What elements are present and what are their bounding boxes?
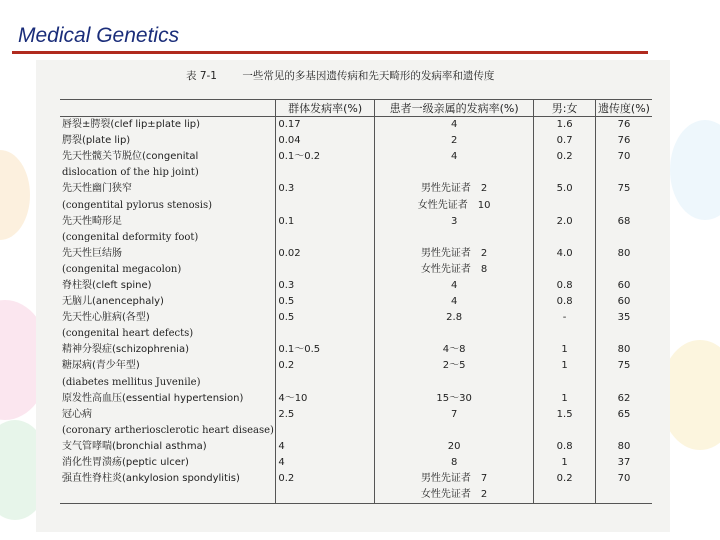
- population-incidence-cell: 0.2: [276, 471, 375, 487]
- relative-incidence-cell: 4: [374, 294, 533, 310]
- disease-name-cell: 原发性高血压(essential hypertension): [62, 392, 244, 404]
- sex-ratio-cell: 1: [534, 342, 596, 358]
- population-incidence-cell: 0.3: [276, 278, 375, 294]
- relative-incidence-cell: [374, 165, 533, 181]
- slide-title: Medical Genetics: [18, 24, 180, 47]
- sex-ratio-cell: 5.0: [534, 181, 596, 197]
- relative-incidence-cell: 男性先证者 2: [374, 246, 533, 262]
- table-row: [60, 117, 652, 134]
- heritability-cell: 35: [595, 310, 652, 326]
- population-incidence-cell: 2.5: [276, 407, 375, 423]
- sex-ratio-cell: 1: [534, 391, 596, 407]
- heritability-cell: [595, 165, 652, 181]
- disease-name-cell: 先天性心脏病(各型): [62, 312, 150, 324]
- sex-ratio-cell: [534, 423, 596, 439]
- sex-ratio-cell: 4.0: [534, 246, 596, 262]
- sex-ratio-cell: [534, 326, 596, 342]
- sex-ratio-cell: 0.8: [534, 439, 596, 455]
- disease-name-cell: 精神分裂症(schizophrenia): [62, 344, 189, 356]
- sex-ratio-cell: -: [534, 310, 596, 326]
- table-row: [60, 230, 652, 246]
- disease-name-cell: (congenital megacolon): [62, 263, 182, 275]
- heritability-cell: 75: [595, 181, 652, 197]
- header-population-incidence: 群体发病率(%): [276, 100, 375, 117]
- sex-ratio-cell: [534, 487, 596, 504]
- disease-name-cell: (congentital pylorus stenosis): [62, 199, 212, 211]
- header-relative-incidence: 患者一级亲属的发病率(%): [374, 100, 533, 117]
- disease-name-cell: 无脑儿(anencephaly): [62, 296, 164, 308]
- table-row: [60, 423, 652, 439]
- relative-incidence-cell: [374, 326, 533, 342]
- heritability-cell: 70: [595, 149, 652, 165]
- decorative-balloon: [0, 150, 30, 240]
- population-incidence-cell: 0.02: [276, 246, 375, 262]
- table-row: [60, 181, 652, 197]
- relative-incidence-cell: 4: [374, 117, 533, 134]
- heritability-cell: 75: [595, 358, 652, 374]
- heritability-cell: [595, 197, 652, 213]
- table-row: [60, 342, 652, 358]
- table-row: [60, 487, 652, 504]
- heritability-cell: 65: [595, 407, 652, 423]
- disease-name-cell: (coronary artheriosclerotic heart disease): [62, 424, 274, 436]
- disease-name-cell: dislocation of the hip joint): [62, 167, 199, 179]
- relative-incidence-cell: [374, 423, 533, 439]
- table-row: [60, 197, 652, 213]
- table-row: [60, 149, 652, 165]
- table-body: [60, 117, 652, 504]
- relative-incidence-cell: 2: [374, 133, 533, 149]
- disease-name-cell: 先天性畸形足: [62, 215, 122, 227]
- disease-name-cell: 消化性胃溃疡(peptic ulcer): [62, 457, 189, 469]
- table-row: [60, 471, 652, 487]
- table-row: [60, 439, 652, 455]
- disease-name-cell: [60, 487, 276, 504]
- relative-incidence-cell: 20: [374, 439, 533, 455]
- disease-heritability-table: [60, 99, 652, 504]
- table-row: [60, 262, 652, 278]
- heritability-cell: [595, 375, 652, 391]
- disease-name-cell: 唇裂±腭裂(clef lip±plate lip): [62, 119, 201, 131]
- relative-incidence-cell: 4: [374, 149, 533, 165]
- table-caption-text: 一些常见的多基因遗传病和先天畸形的发病率和遗传度: [242, 70, 495, 82]
- table-row: [60, 214, 652, 230]
- disease-name-cell: (diabetes mellitus Juvenile): [62, 376, 201, 388]
- heritability-cell: 80: [595, 439, 652, 455]
- sex-ratio-cell: 1: [534, 455, 596, 471]
- heritability-cell: 60: [595, 278, 652, 294]
- table-row: [60, 326, 652, 342]
- relative-incidence-cell: [374, 375, 533, 391]
- relative-incidence-cell: 7: [374, 407, 533, 423]
- table-row: [60, 246, 652, 262]
- table-header-row: [60, 100, 652, 117]
- header-sex-ratio: 男:女: [534, 100, 596, 117]
- relative-incidence-cell: 15～30: [374, 391, 533, 407]
- heritability-cell: 80: [595, 246, 652, 262]
- table-row: [60, 133, 652, 149]
- population-incidence-cell: [276, 375, 375, 391]
- heritability-cell: 80: [595, 342, 652, 358]
- relative-incidence-cell: 男性先证者 2: [374, 181, 533, 197]
- sex-ratio-cell: 0.2: [534, 471, 596, 487]
- relative-incidence-cell: 4～8: [374, 342, 533, 358]
- disease-name-cell: (congenital deformity foot): [62, 231, 199, 243]
- population-incidence-cell: [276, 230, 375, 246]
- header-heritability: 遗传度(%): [595, 100, 652, 117]
- relative-incidence-cell: 8: [374, 455, 533, 471]
- table-row: [60, 278, 652, 294]
- population-incidence-cell: 0.17: [276, 117, 375, 134]
- sex-ratio-cell: [534, 165, 596, 181]
- heritability-cell: 76: [595, 117, 652, 134]
- table-row: [60, 310, 652, 326]
- sex-ratio-cell: 0.8: [534, 294, 596, 310]
- relative-incidence-cell: 4: [374, 278, 533, 294]
- population-incidence-cell: 0.2: [276, 358, 375, 374]
- heritability-cell: [595, 230, 652, 246]
- disease-name-cell: 先天性幽门狭窄: [62, 183, 132, 195]
- relative-incidence-cell: 女性先证者 8: [374, 262, 533, 278]
- population-incidence-cell: [276, 326, 375, 342]
- disease-name-cell: (congenital heart defects): [62, 328, 194, 340]
- population-incidence-cell: 0.5: [276, 310, 375, 326]
- disease-name-cell: 先天性巨结肠: [62, 247, 122, 259]
- disease-name-cell: 强直性脊柱炎(ankylosion spondylitis): [62, 473, 240, 485]
- table-row: [60, 407, 652, 423]
- heritability-cell: 70: [595, 471, 652, 487]
- table-row: [60, 455, 652, 471]
- population-incidence-cell: 0.5: [276, 294, 375, 310]
- population-incidence-cell: 0.1～0.2: [276, 149, 375, 165]
- sex-ratio-cell: 0.2: [534, 149, 596, 165]
- population-incidence-cell: 0.3: [276, 181, 375, 197]
- table-caption: [186, 68, 494, 83]
- population-incidence-cell: 4: [276, 439, 375, 455]
- table-row: [60, 294, 652, 310]
- sex-ratio-cell: 2.0: [534, 214, 596, 230]
- population-incidence-cell: [276, 423, 375, 439]
- heritability-cell: [595, 487, 652, 504]
- population-incidence-cell: [276, 165, 375, 181]
- sex-ratio-cell: 1.6: [534, 117, 596, 134]
- table-row: [60, 375, 652, 391]
- heritability-cell: 62: [595, 391, 652, 407]
- heritability-cell: [595, 262, 652, 278]
- disease-name-cell: 腭裂(plate lip): [62, 135, 131, 147]
- sex-ratio-cell: 1.5: [534, 407, 596, 423]
- population-incidence-cell: [276, 487, 375, 504]
- sex-ratio-cell: [534, 230, 596, 246]
- table-caption-number: 表 7-1: [186, 70, 217, 82]
- header-disease: [60, 100, 276, 117]
- population-incidence-cell: [276, 262, 375, 278]
- heritability-cell: [595, 423, 652, 439]
- relative-incidence-cell: 2.8: [374, 310, 533, 326]
- relative-incidence-cell: [374, 230, 533, 246]
- heritability-cell: [595, 326, 652, 342]
- sex-ratio-cell: 1: [534, 358, 596, 374]
- sex-ratio-cell: [534, 375, 596, 391]
- heritability-cell: 68: [595, 214, 652, 230]
- heritability-cell: 37: [595, 455, 652, 471]
- sex-ratio-cell: [534, 197, 596, 213]
- table-row: [60, 165, 652, 181]
- decorative-balloon: [670, 120, 720, 220]
- heritability-cell: 60: [595, 294, 652, 310]
- population-incidence-cell: [276, 197, 375, 213]
- relative-incidence-cell: 男性先证者 7: [374, 471, 533, 487]
- disease-name-cell: 先天性髋关节脱位(congenital: [62, 151, 199, 163]
- disease-name-cell: 脊柱裂(cleft spine): [62, 279, 152, 291]
- relative-incidence-cell: 女性先证者 2: [374, 487, 533, 504]
- relative-incidence-cell: 3: [374, 214, 533, 230]
- population-incidence-cell: 4～10: [276, 391, 375, 407]
- disease-name-cell: 糖尿病(青少年型): [62, 360, 140, 372]
- sex-ratio-cell: 0.8: [534, 278, 596, 294]
- relative-incidence-cell: 女性先证者 10: [374, 197, 533, 213]
- population-incidence-cell: 0.1～0.5: [276, 342, 375, 358]
- relative-incidence-cell: 2～5: [374, 358, 533, 374]
- table-row: [60, 358, 652, 374]
- disease-name-cell: 支气管哮喘(bronchial asthma): [62, 440, 207, 452]
- sex-ratio-cell: [534, 262, 596, 278]
- disease-name-cell: 冠心病: [62, 408, 92, 420]
- population-incidence-cell: 4: [276, 455, 375, 471]
- population-incidence-cell: 0.1: [276, 214, 375, 230]
- heritability-cell: 76: [595, 133, 652, 149]
- title-underline: [12, 51, 648, 54]
- sex-ratio-cell: 0.7: [534, 133, 596, 149]
- table-row: [60, 391, 652, 407]
- population-incidence-cell: 0.04: [276, 133, 375, 149]
